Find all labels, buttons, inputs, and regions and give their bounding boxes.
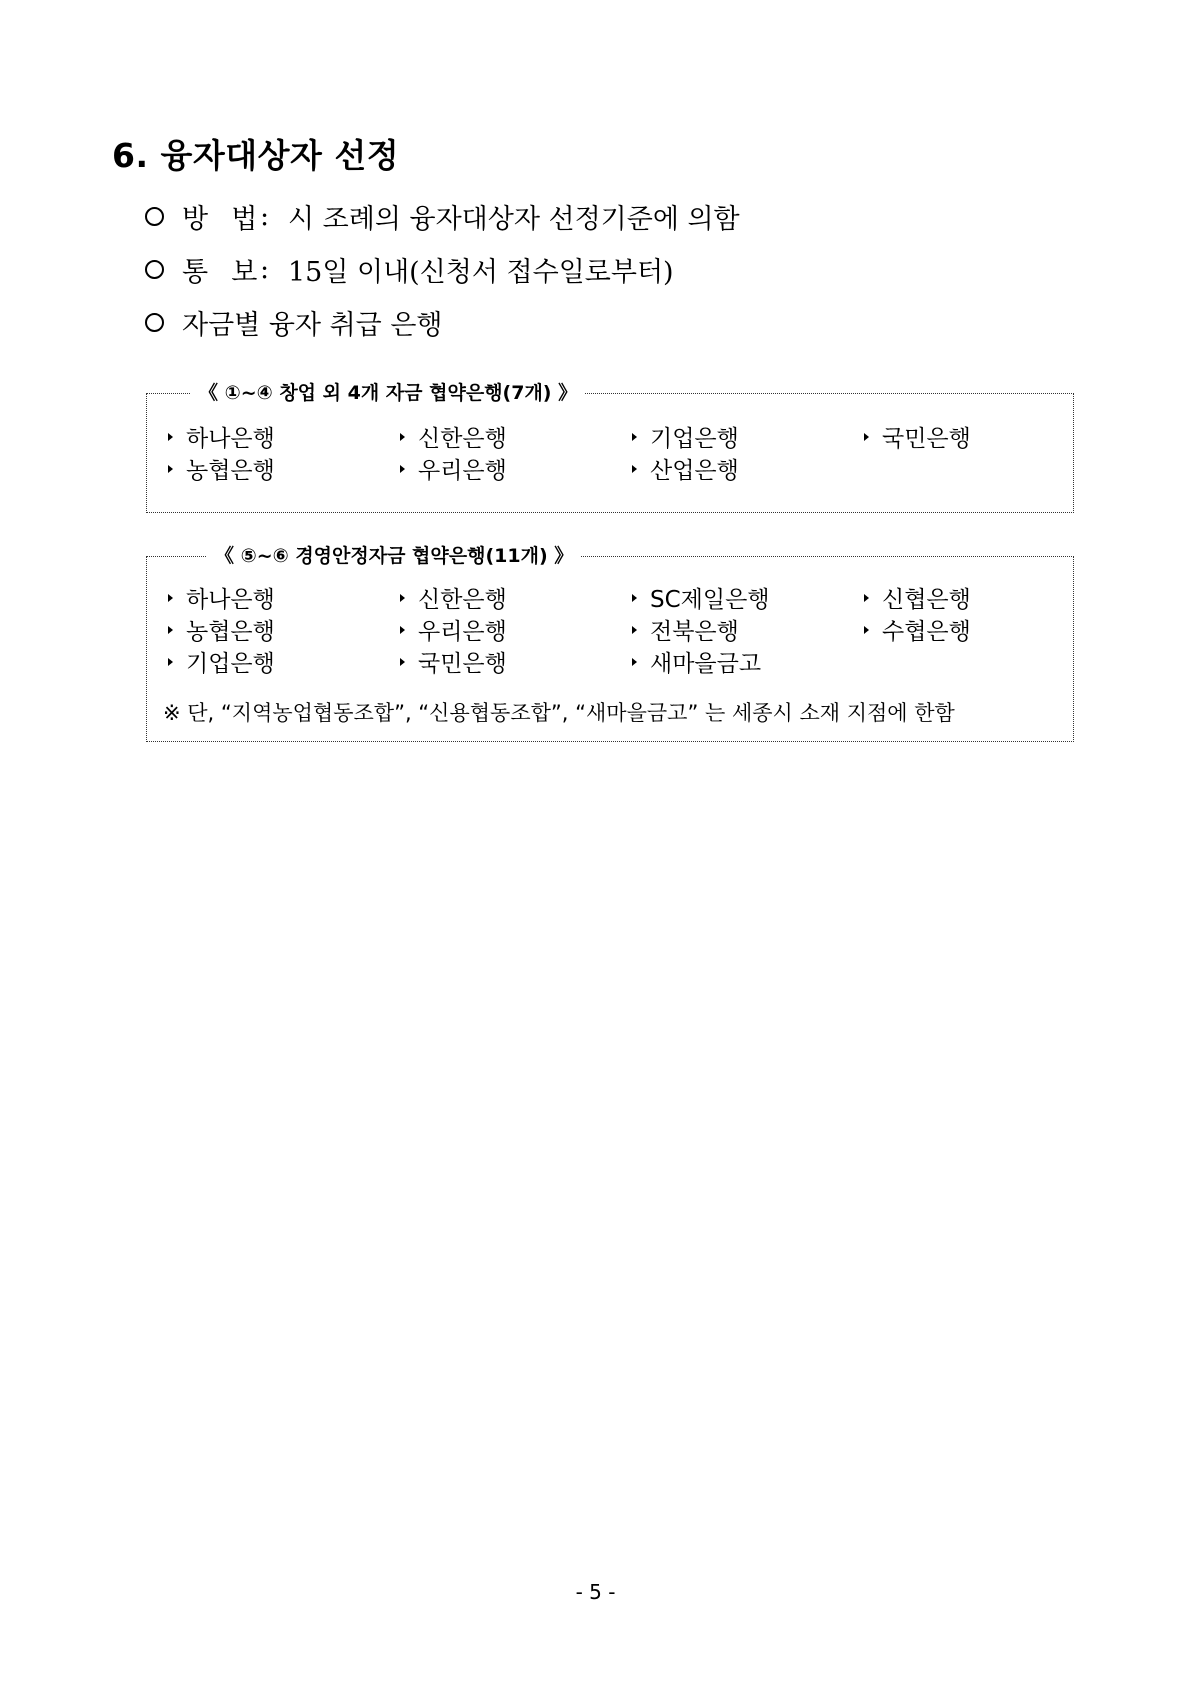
item-text: 자금별 융자 취급 은행 <box>182 310 443 341</box>
bank-box-2 <box>146 545 1074 742</box>
bank-item: 신한은행 <box>396 420 507 453</box>
circle-bullet-icon <box>145 313 164 332</box>
item-notice <box>145 250 674 289</box>
bank-item: 국민은행 <box>396 645 507 678</box>
bank-item: SC제일은행 <box>628 581 770 614</box>
bank-box-1-title: 《 ①~④ 창업 외 4개 자금 협약은행(7개) 》 <box>191 378 585 405</box>
section-heading: 6. 융자대상자 선정 <box>112 136 400 175</box>
bank-item: 농협은행 <box>164 613 275 646</box>
bank-box-2-title: 《 ⑤~⑥ 경영안정자금 협약은행(11개) 》 <box>207 541 581 568</box>
bank-item: 새마을금고 <box>628 645 761 678</box>
item-colon: : <box>260 254 270 285</box>
triangle-bullet-icon <box>168 594 173 602</box>
bank-item: 국민은행 <box>860 420 971 453</box>
triangle-bullet-icon <box>632 465 637 473</box>
bank-item: 산업은행 <box>628 452 739 485</box>
triangle-bullet-icon <box>400 594 405 602</box>
bank-item: 전북은행 <box>628 613 739 646</box>
bank-item: 기업은행 <box>628 420 739 453</box>
circle-bullet-icon <box>145 260 164 279</box>
triangle-bullet-icon <box>632 658 637 666</box>
bank-item: 농협은행 <box>164 452 275 485</box>
triangle-bullet-icon <box>400 626 405 634</box>
triangle-bullet-icon <box>168 658 173 666</box>
bank-item: 우리은행 <box>396 613 507 646</box>
item-label: 통 보 <box>182 257 260 288</box>
item-label: 방 법 <box>182 204 260 235</box>
triangle-bullet-icon <box>168 465 173 473</box>
bank-note: ※ 단, “지역농업협동조합”, “신용협동조합”, “새마을금고” 는 세종시 소재 지점에 한함 <box>163 701 955 725</box>
bank-item: 기업은행 <box>164 645 275 678</box>
bank-box-1 <box>146 382 1074 513</box>
item-text: 시 조례의 융자대상자 선정기준에 의함 <box>288 204 740 235</box>
triangle-bullet-icon <box>632 433 637 441</box>
circle-bullet-icon <box>145 207 164 226</box>
triangle-bullet-icon <box>864 594 869 602</box>
triangle-bullet-icon <box>632 594 637 602</box>
page-number: - 5 - <box>575 1580 616 1604</box>
item-banks <box>145 303 443 342</box>
bank-item: 신한은행 <box>396 581 507 614</box>
triangle-bullet-icon <box>400 658 405 666</box>
triangle-bullet-icon <box>400 465 405 473</box>
bank-item: 우리은행 <box>396 452 507 485</box>
triangle-bullet-icon <box>864 433 869 441</box>
triangle-bullet-icon <box>400 433 405 441</box>
triangle-bullet-icon <box>168 433 173 441</box>
triangle-bullet-icon <box>864 626 869 634</box>
bank-item: 하나은행 <box>164 581 275 614</box>
item-method <box>145 197 740 236</box>
triangle-bullet-icon <box>632 626 637 634</box>
bank-item: 하나은행 <box>164 420 275 453</box>
bank-item: 수협은행 <box>860 613 971 646</box>
bank-item: 신협은행 <box>860 581 971 614</box>
item-colon: : <box>260 201 270 232</box>
item-text: 15일 이내(신청서 접수일로부터) <box>288 257 674 288</box>
triangle-bullet-icon <box>168 626 173 634</box>
